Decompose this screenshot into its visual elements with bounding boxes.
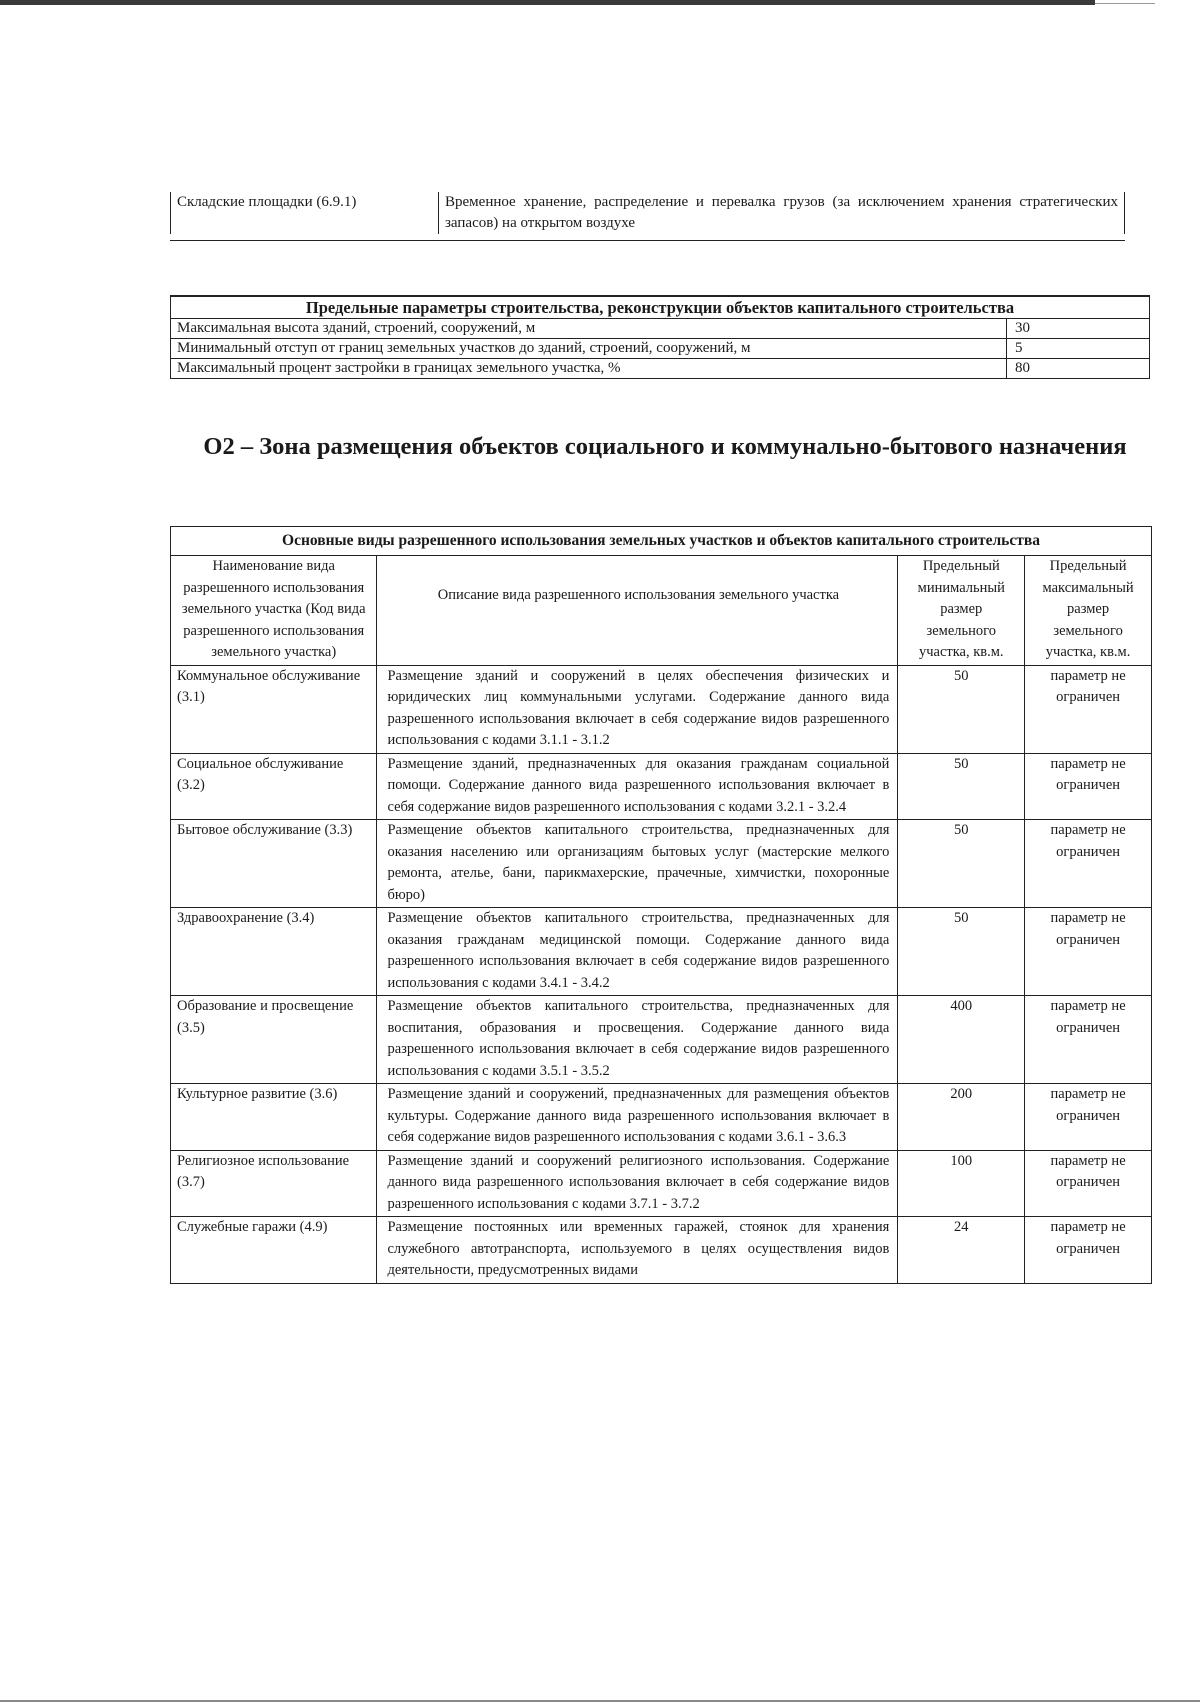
uses-table (170, 526, 1152, 1284)
table-row (171, 665, 1152, 753)
use-min-size: 400 (898, 996, 1025, 1084)
limits-table (170, 295, 1150, 379)
table-row (171, 753, 1152, 820)
use-description: Размещение объектов капитального строительства, предназначенных для оказания гражданам медицинской помощи. Содержание данного вида разрешенного использования включает в себя содержание видов разрешенного использования с кодами 3.4.1 - 3.4.2 (377, 908, 898, 996)
table-row (171, 908, 1152, 996)
table-header-row (171, 527, 1152, 556)
limit-label: Минимальный отступ от границ земельных участков до зданий, строений, сооружений, м (171, 339, 1007, 359)
table-row (171, 192, 1125, 234)
use-description: Размещение зданий и сооружений религиозного использования. Содержание данного вида разрешенного использования включает в себя содержание видов разрешенного использования с кодами 3.7.1 - 3.7.2 (377, 1150, 898, 1217)
use-description: Размещение зданий и сооружений в целях обеспечения физических и юридических лиц коммунальными услугами. Содержание данного вида разрешенного использования включает в себя содержание видов разрешенного использования с кодами 3.1.1 - 3.1.2 (377, 665, 898, 753)
use-name: Образование и просвещение (3.5) (171, 996, 377, 1084)
use-min-size: 50 (898, 908, 1025, 996)
storage-name: Складские площадки (6.9.1) (171, 192, 439, 234)
use-min-size: 50 (898, 820, 1025, 908)
use-description: Размещение зданий и сооружений, предназначенных для размещения объектов культуры. Содержание данного вида разрешенного использования включает в себя содержание видов разрешенного использования с кодами 3.6.1 - 3.6.3 (377, 1084, 898, 1151)
column-header-row (171, 556, 1152, 666)
use-name: Коммунальное обслуживание (3.1) (171, 665, 377, 753)
use-max-size: параметр не ограничен (1025, 908, 1152, 996)
limit-value: 30 (1007, 319, 1150, 339)
use-max-size: параметр не ограничен (1025, 1217, 1152, 1284)
use-name: Бытовое обслуживание (3.3) (171, 820, 377, 908)
column-header-max-size: Предельный максимальный размер земельного участка, кв.м. (1025, 556, 1152, 666)
table-row (171, 319, 1150, 339)
use-max-size: параметр не ограничен (1025, 665, 1152, 753)
use-description: Размещение постоянных или временных гаражей, стоянок для хранения служебного автотранспорта, используемого в целях осуществления видов деятельности, предусмотренных видами (377, 1217, 898, 1284)
storage-table-bottom-rule (170, 240, 1125, 241)
use-max-size: параметр не ограничен (1025, 996, 1152, 1084)
limit-label: Максимальная высота зданий, строений, сооружений, м (171, 319, 1007, 339)
scan-edge-top-thin (1095, 3, 1155, 4)
use-min-size: 24 (898, 1217, 1025, 1284)
use-description: Размещение объектов капитального строительства, предназначенных для оказания населению или организациям бытовых услуг (мастерские мелкого ремонта, ателье, бани, парикмахерские, прачечные, химчистки, похоронные бюро) (377, 820, 898, 908)
storage-description: Временное хранение, распределение и перевалка грузов (за исключением хранения стратегических запасов) на открытом воздухе (439, 192, 1125, 234)
use-name: Служебные гаражи (4.9) (171, 1217, 377, 1284)
uses-table-title: Основные виды разрешенного использования земельных участков и объектов капитального строительства (171, 527, 1152, 556)
table-row (171, 359, 1150, 379)
use-max-size: параметр не ограничен (1025, 1150, 1152, 1217)
use-name: Культурное развитие (3.6) (171, 1084, 377, 1151)
column-header-min-size: Предельный минимальный размер земельного участка, кв.м. (898, 556, 1025, 666)
storage-table (170, 192, 1125, 234)
use-min-size: 200 (898, 1084, 1025, 1151)
use-name: Здравоохранение (3.4) (171, 908, 377, 996)
scan-edge-top (0, 0, 1095, 5)
limit-label: Максимальный процент застройки в границах земельного участка, % (171, 359, 1007, 379)
limit-value: 5 (1007, 339, 1150, 359)
table-header-row (171, 296, 1150, 319)
column-header-name: Наименование вида разрешенного использования земельного участка (Код вида разрешенного использования земельного участка) (171, 556, 377, 666)
limit-value: 80 (1007, 359, 1150, 379)
use-min-size: 50 (898, 665, 1025, 753)
use-description: Размещение объектов капитального строительства, предназначенных для воспитания, образования и просвещения. Содержание данного вида разрешенного использования включает в себя содержание видов разрешенного использования с кодами 3.5.1 - 3.5.2 (377, 996, 898, 1084)
use-min-size: 50 (898, 753, 1025, 820)
use-max-size: параметр не ограничен (1025, 820, 1152, 908)
table-row (171, 820, 1152, 908)
zone-title: О2 – Зона размещения объектов социального и коммунально-бытового назначения (203, 433, 1127, 460)
use-name: Религиозное использование (3.7) (171, 1150, 377, 1217)
table-row (171, 996, 1152, 1084)
use-description: Размещение зданий, предназначенных для оказания гражданам социальной помощи. Содержание данного вида разрешенного использования включает в себя содержание видов разрешенного использования с кодами 3.2.1 - 3.2.4 (377, 753, 898, 820)
limits-table-title: Предельные параметры строительства, реконструкции объектов капитального строительства (171, 296, 1150, 319)
table-row (171, 1084, 1152, 1151)
scan-edge-bottom (0, 1700, 1200, 1702)
table-row (171, 339, 1150, 359)
table-row (171, 1150, 1152, 1217)
column-header-description: Описание вида разрешенного использования земельного участка (377, 556, 898, 666)
table-row (171, 1217, 1152, 1284)
use-name: Социальное обслуживание (3.2) (171, 753, 377, 820)
use-max-size: параметр не ограничен (1025, 753, 1152, 820)
use-max-size: параметр не ограничен (1025, 1084, 1152, 1151)
use-min-size: 100 (898, 1150, 1025, 1217)
